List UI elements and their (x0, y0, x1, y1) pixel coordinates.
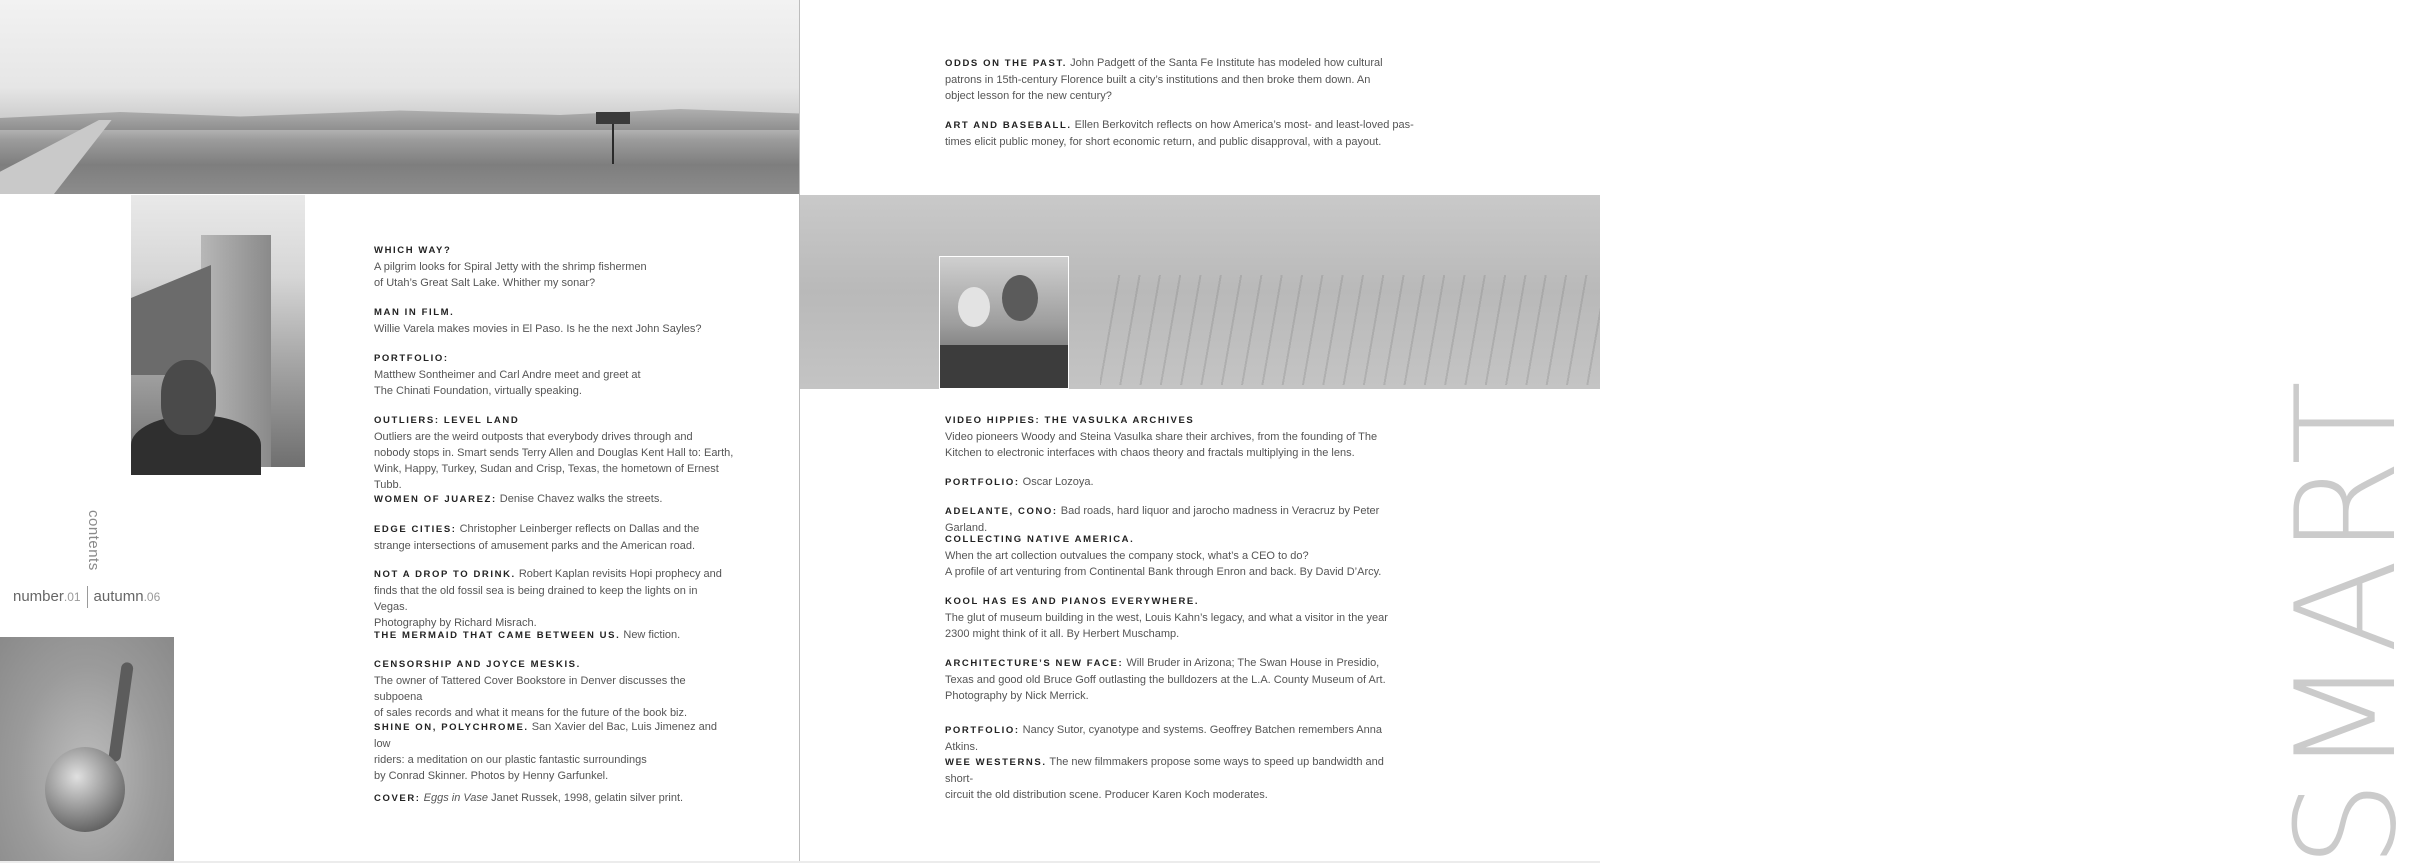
toc-entry[interactable]: OUTLIERS: LEVEL LAND Outliers are the weird outposts that everybody drives through and nobody stops in. Smart sends Terry Allen and Douglas Kent Hall to: Earth, Wink, Happy, Turkey, Sudan and Crisp, Texas, the hometown of Ernest Tubb. (374, 415, 734, 491)
toc-entry[interactable]: MAN IN FILM. Willie Varela makes movies in El Paso. Is he the next John Sayles? (374, 307, 702, 335)
toc-entry[interactable]: PORTFOLIO: Oscar Lozoya. (945, 476, 1094, 488)
toc-entry[interactable]: ARCHITECTURE’S NEW FACE: Will Bruder in Arizona; The Swan House in Presidio, Texas and good old Bruce Goff outlasting the bulldozers at the L.A. County Museum of Art. Photography by Nick Merrick. (945, 657, 1386, 702)
toc-entry[interactable]: WEE WESTERNS. The new filmmakers propose some ways to speed up bandwidth and short- circuit the old distribution scene. Producer Karen Koch moderates. (945, 756, 1384, 801)
portrait-photo (131, 195, 305, 467)
landscape-photo (0, 0, 800, 194)
toc-entry[interactable]: THE MERMAID THAT CAME BETWEEN US. New fiction. (374, 629, 681, 641)
smart-wordmark: SMART (2266, 376, 2427, 868)
toc-entry[interactable]: ART AND BASEBALL. Ellen Berkovitch reflects on how America’s most- and least-loved pas- times elicit public money, for short economic return, and public disapproval, with a payout. (945, 119, 1414, 148)
toc-entry[interactable]: VIDEO HIPPIES: THE VASULKA ARCHIVES Video pioneers Woody and Steina Vasulka share their archives, from the founding of The Kitchen to electronic interfaces with chaos theory and fractals multiplying in the lens. (945, 415, 1378, 459)
contents-label: contents (85, 510, 102, 571)
toc-entry[interactable]: KOOL HAS ES AND PIANOS EVERYWHERE. The glut of museum building in the west, Louis Kahn’s legacy, and what a visitor in the year 2300 might think of it all. By Herbert Muschamp. (945, 596, 1388, 640)
toc-entry[interactable]: ADELANTE, CONO: Bad roads, hard liquor and jarocho madness in Veracruz by Peter Garland. (945, 505, 1380, 534)
toc-entry[interactable]: ODDS ON THE PAST. John Padgett of the Santa Fe Institute has modeled how cultural patrons in 15th-century Florence built a city’s institutions and then broke them down. An object lesson for the new century? (945, 57, 1383, 102)
desert-photo (800, 195, 1600, 389)
couple-photo (939, 256, 1069, 389)
toc-entry[interactable]: WHICH WAY? A pilgrim looks for Spiral Jetty with the shrimp fishermen of Utah’s Great Salt Lake. Whither my sonar? (374, 245, 647, 289)
toc-entry[interactable]: CENSORSHIP AND JOYCE MESKIS. The owner of Tattered Cover Bookstore in Denver discusses the subpoena of sales records and what it means for the future of the book biz. (374, 659, 688, 719)
bottom-edge (0, 861, 1600, 863)
toc-entry[interactable]: SHINE ON, POLYCHROME. San Xavier del Bac, Luis Jimenez and low riders: a meditation on our plastic fantastic surroundings by Conrad Skinner. Photos by Henny Garfunkel. (374, 721, 717, 782)
toc-entry[interactable]: NOT A DROP TO DRINK. Robert Kaplan revisits Hopi prophecy and finds that the old fossil sea is being drained to keep the lights on in Vegas. Photography by Richard Misrach. (374, 568, 722, 629)
left-page (0, 0, 799, 863)
right-page (800, 0, 2427, 868)
toc-entry[interactable]: COLLECTING NATIVE AMERICA. When the art collection outvalues the company stock, what’s a CEO to do? A profile of art venturing from Continental Bank through Enron and back. By David D’Arcy. (945, 534, 1382, 578)
vegetable-photo (0, 637, 174, 863)
issue-number: number.01 autumn.06 (13, 586, 160, 608)
toc-entry[interactable]: WOMEN OF JUAREZ: Denise Chavez walks the streets. (374, 493, 663, 505)
cover-credit: COVER: Eggs in Vase Janet Russek, 1998, gelatin silver print. (374, 792, 684, 804)
toc-entry[interactable]: EDGE CITIES: Christopher Leinberger reflects on Dallas and the strange intersections of amusement parks and the American road. (374, 523, 700, 552)
toc-entry[interactable]: PORTFOLIO: Matthew Sontheimer and Carl Andre meet and greet at The Chinati Foundation, virtually speaking. (374, 353, 641, 397)
toc-entry[interactable]: PORTFOLIO: Nancy Sutor, cyanotype and systems. Geoffrey Batchen remembers Anna Atkins. (945, 724, 1382, 753)
